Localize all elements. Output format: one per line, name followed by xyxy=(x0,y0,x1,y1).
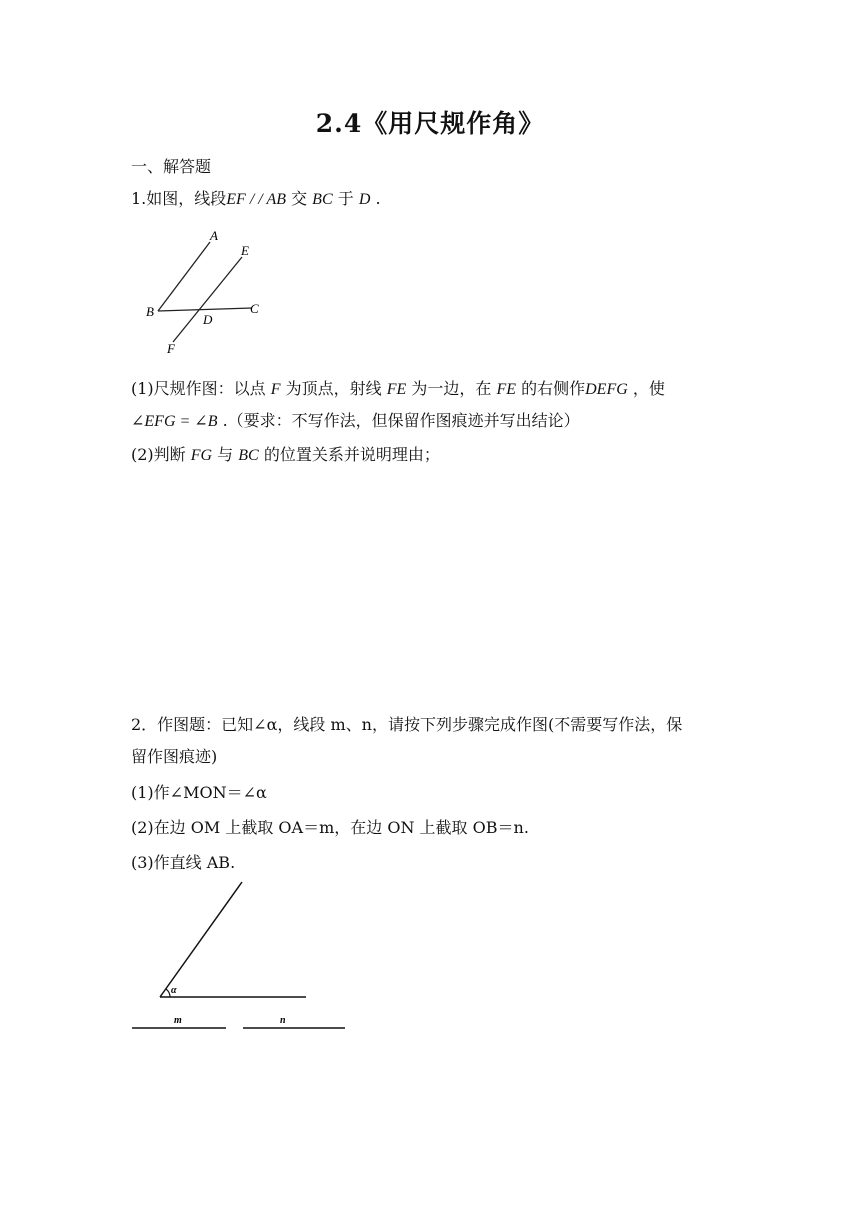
angle-ray-upper xyxy=(160,882,242,997)
page-title: 2.4《用尺规作角》 xyxy=(315,109,545,138)
segment-ba xyxy=(158,242,210,311)
q2-figure xyxy=(126,876,356,1036)
label-n: n xyxy=(280,1015,286,1026)
segment-fe xyxy=(173,257,242,342)
q1-stem: 1.如图，线段EF / / AB 交 BC 于 D . xyxy=(131,189,381,208)
segment-bc xyxy=(158,308,252,311)
q2-stem-line1: 2．作图题：已知∠α，线段 m、n，请按下列步骤完成作图(不需要写作法，保 xyxy=(131,715,683,734)
q1-part2: (2)判断 FG 与 BC 的位置关系并说明理由； xyxy=(131,445,440,464)
label-d: D xyxy=(203,312,213,327)
q2-step3: (3)作直线 AB. xyxy=(131,853,236,872)
label-a: A xyxy=(210,228,218,243)
label-e: E xyxy=(241,243,249,258)
q2-stem-line2: 留作图痕迹) xyxy=(131,747,218,766)
q1-part1-line1: (1)尺规作图：以点 F 为顶点，射线 FE 为一边，在 FE 的右侧作DEFG ，使 xyxy=(131,379,665,398)
label-b: B xyxy=(146,304,154,319)
label-f: F xyxy=(167,341,175,356)
angle-arc xyxy=(166,989,170,997)
label-alpha: α xyxy=(171,985,177,996)
label-c: C xyxy=(250,301,259,316)
q2-step1: (1)作∠MON＝∠α xyxy=(131,783,267,802)
label-m: m xyxy=(174,1015,182,1026)
q2-step2: (2)在边 OM 上截取 OA＝m，在边 ON 上截取 OB＝n. xyxy=(131,818,529,837)
section-heading: 一、解答题 xyxy=(131,157,212,176)
q1-figure xyxy=(140,224,270,359)
q1-part1-line2: ∠EFG = ∠B .（要求：不写作法，但保留作图痕迹并写出结论） xyxy=(131,411,580,430)
